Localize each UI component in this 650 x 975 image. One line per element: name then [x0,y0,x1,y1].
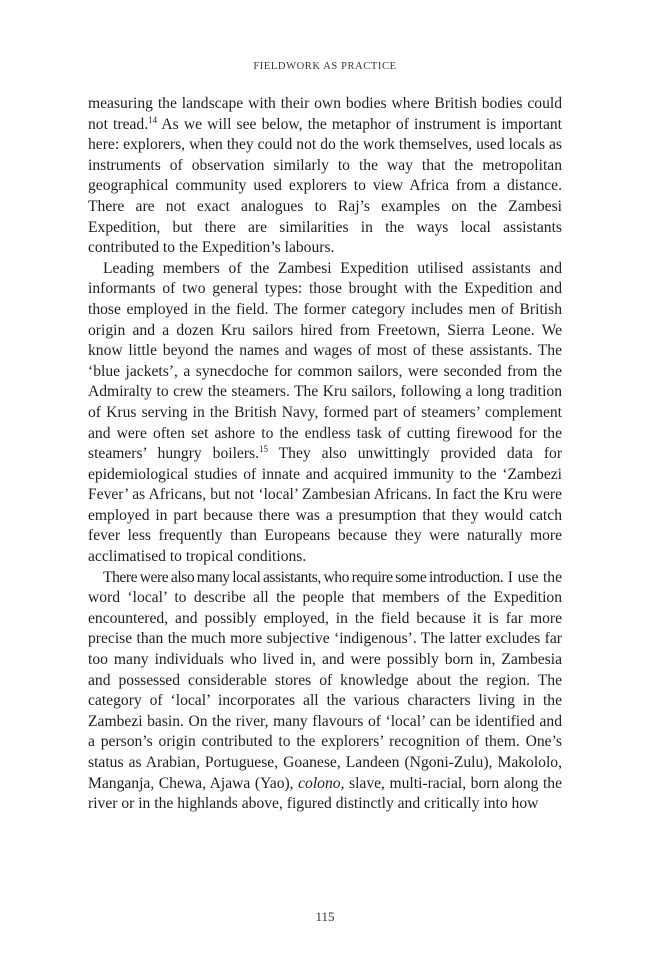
paragraph-2 [88,259,562,568]
paragraph-3-text-c: , slave, multi-racial, born along the river or in the highlands above, figured distinctly and critically into how [88,774,562,813]
body-text [88,94,562,815]
running-head: FIELDWORK AS PRACTICE [253,61,397,72]
paragraph-1-text-a: measuring the landscape with their own bodies where British bodies could not tread. [88,95,562,133]
paragraph-1-text-b: As we will see below, the metaphor of instrument is important here: explorers, when they could not do the work themselves, used locals as instruments of observation similarly to the way that the metropolitan geographical community used explorers to view Africa from a distance. There are not exact analogues to Raj’s examples on the Zambesi Expedition, but there are similarities in the ways local assistants contributed to the Expedition’s labours. [88,115,563,257]
italic-term: colono [298,774,341,792]
paragraph-2-text-a: Leading members of the Zambesi Expedition utilised assistants and informants of two general types: those brought with the Expedition and those employed in the field. The former category includes men of British origin and a dozen Kru sailors hired from Freetown, Sierra Leone. We know little beyond the names and wages of most of these assistants. The ‘blue jackets’, a synecdoche for common sailors, were seconded from the Admiralty to crew the steamers. The Kru sailors, following a long tradition of Krus serving in the British Navy, formed part of steamers’ complement and were often set ashore to the endless task of cutting firewood for the steamers’ hungry boilers. [88,259,562,463]
footnote-marker-14: 14 [148,114,158,125]
paragraph-3 [88,568,562,815]
footnote-marker-15: 15 [259,444,268,455]
page-number: 115 [315,909,335,924]
paragraph-3-text-b: I use the word ‘local’ to describe all the people that members of the Expedition encountered, and possibly employed, in the field because it is far more precise than the much more subjective ‘indigenous’. The latter excludes far too many individuals who lived in, and were possibly born in, Zambesia and possessed considerable stores of knowledge about the region. The category of ‘local’ incorporates all the various characters living in the Zambezi basin. On the river, many flavours of ‘local’ can be identified and a person’s origin contributed to the explorers’ recognition of them. One’s status as Arabian, Portuguese, Goanese, Landeen (Ngoni-Zulu), Makololo, Manganja, Chewa, Ajawa (Yao), [88,568,562,792]
paragraph-3-first-line: There were also many local assistants, who require some introduction. [103,568,504,586]
paragraph-2-text-b: They also unwittingly provided data for epidemiological studies of innate and acquired immunity to the ‘Zambezi Fever’ as Africans, but not ‘local’ Zambesian Africans. In fact the Kru were employed in part because there was a presumption that they would catch fever less frequently than Europeans because they were naturally more acclimatised to tropical conditions. [88,445,563,566]
paragraph-1 [88,94,562,259]
